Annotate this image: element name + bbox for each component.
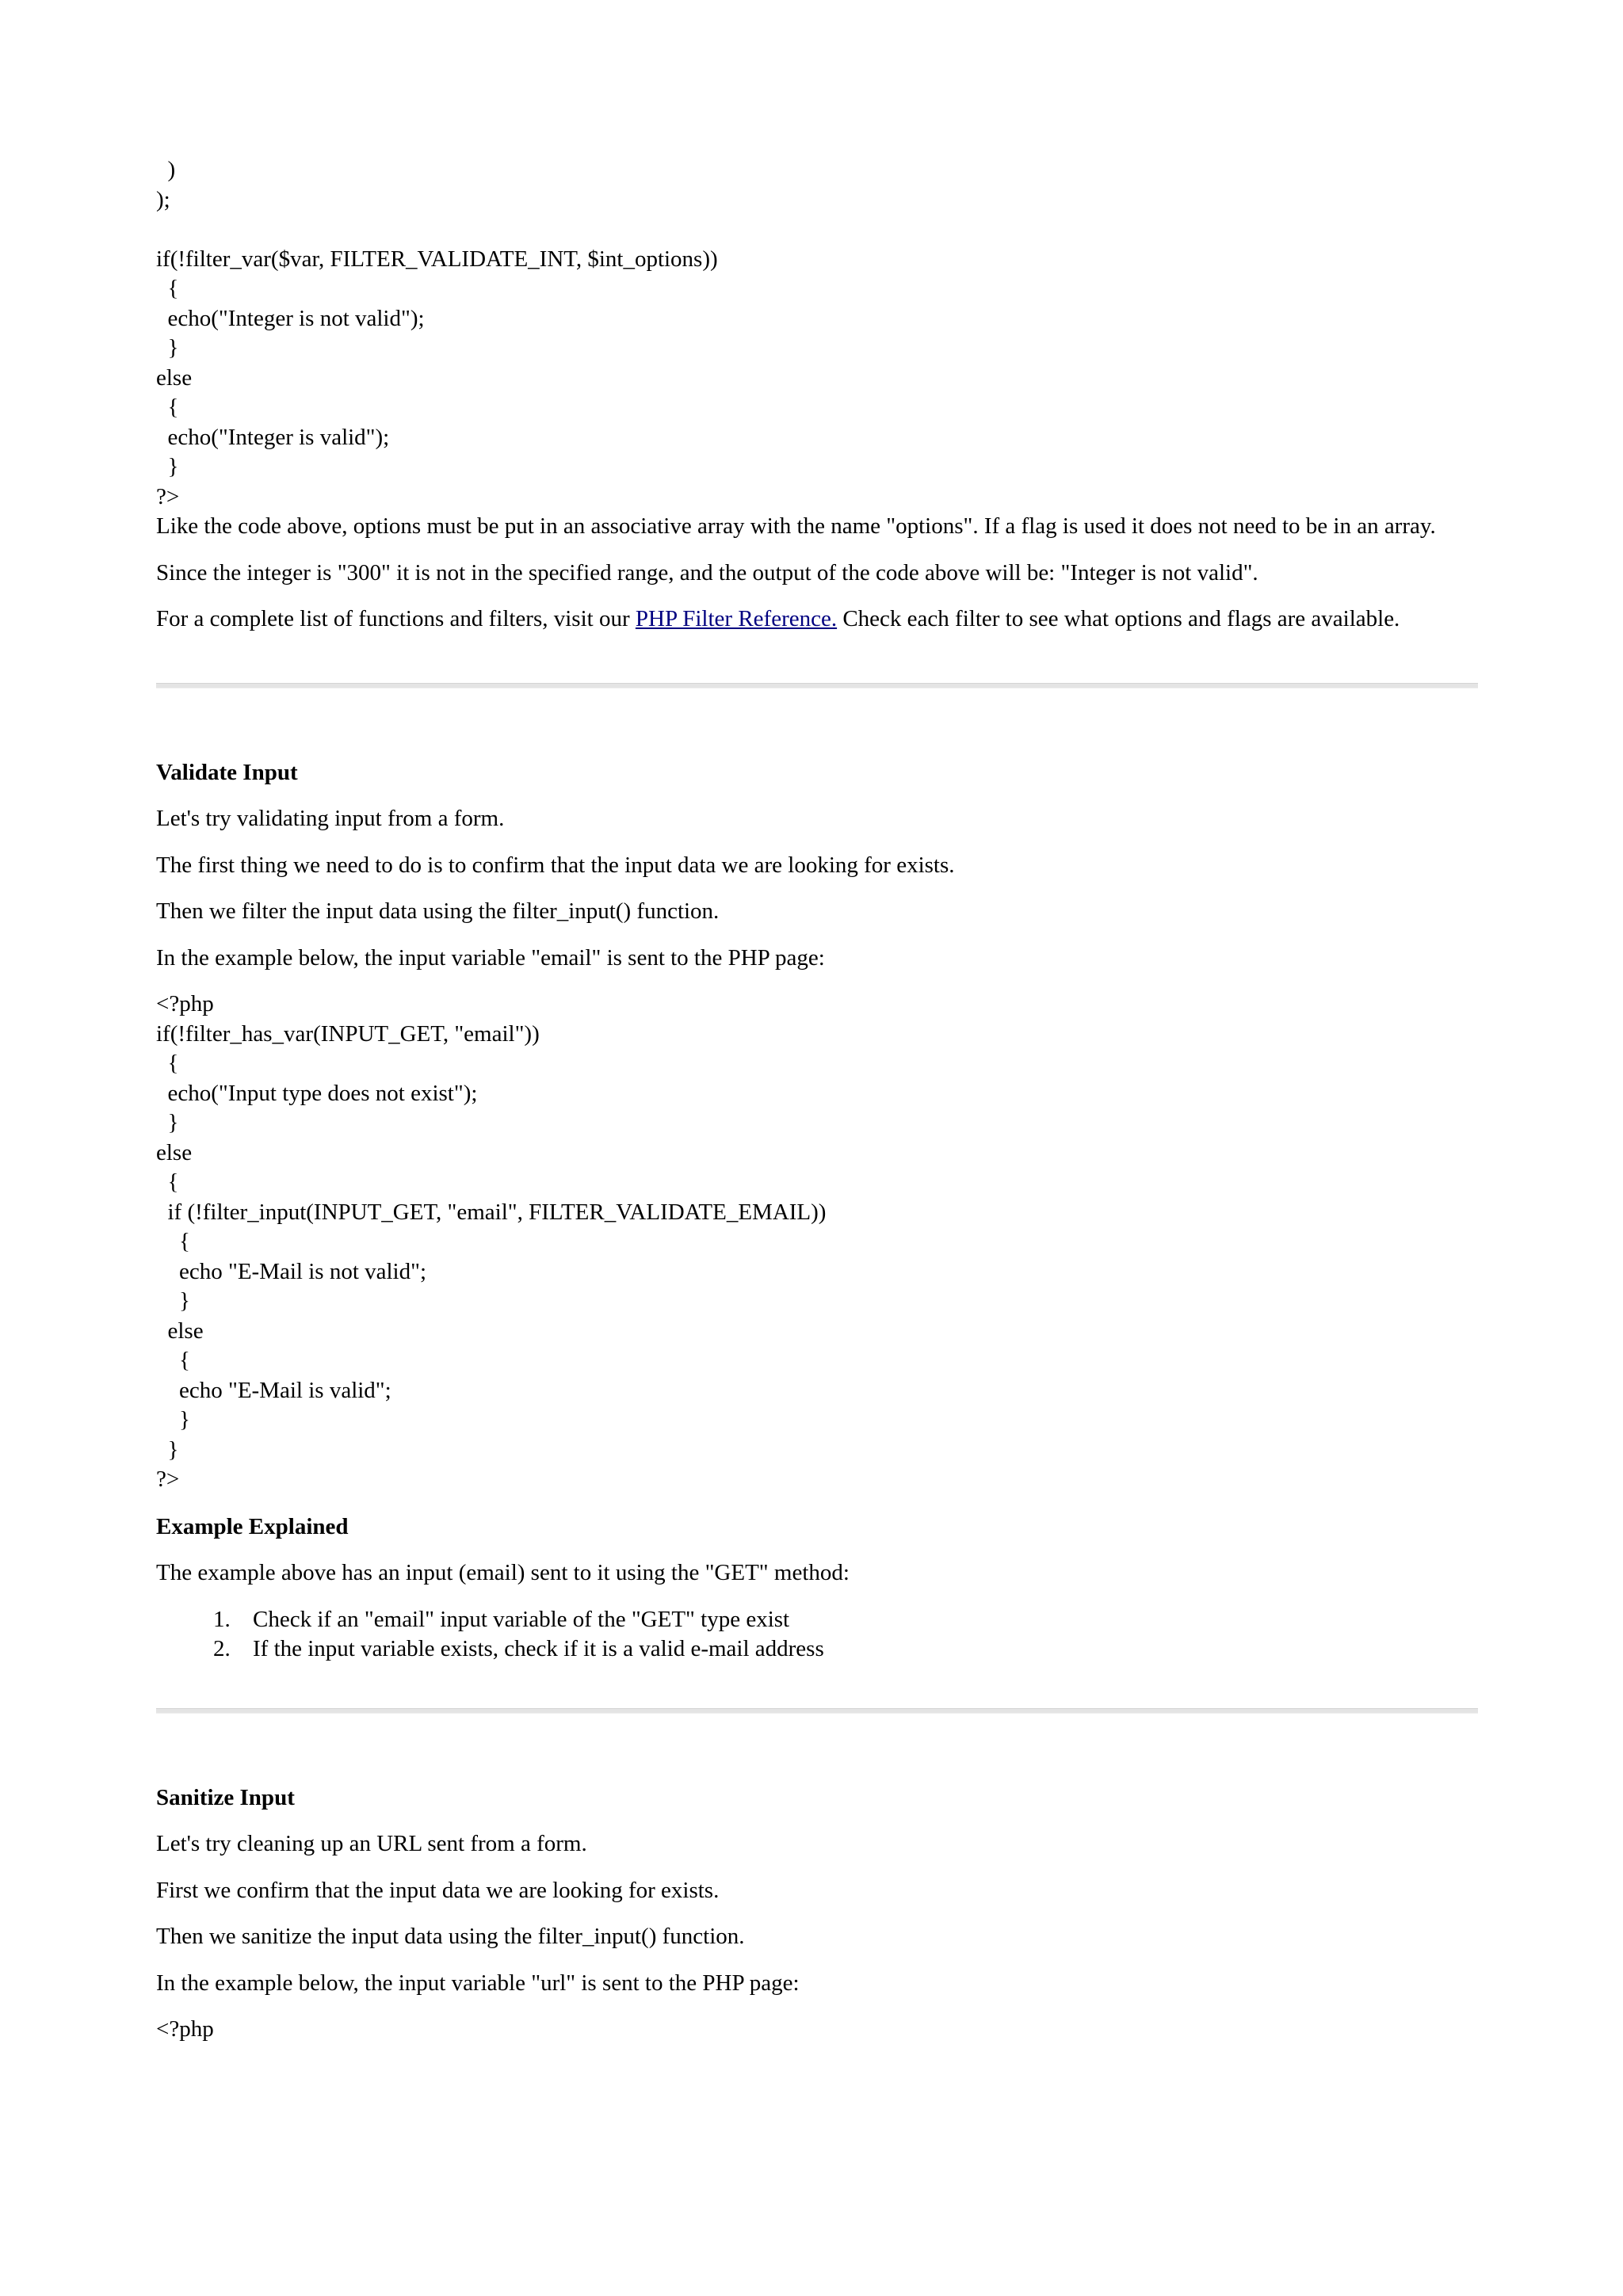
- code-line: ): [156, 157, 176, 182]
- example-explained-heading: Example Explained: [156, 1513, 349, 1539]
- explained-steps-list: [156, 1605, 1478, 1665]
- code-line: echo("Integer is not valid");: [156, 305, 425, 331]
- code-line: }: [156, 1288, 190, 1314]
- code-block-validate-email: [156, 990, 1478, 1495]
- list-item-text: If the input variable exists, check if it is a valid e-mail address: [253, 1636, 824, 1661]
- code-line: );: [156, 186, 170, 212]
- list-item-number: 1.: [213, 1606, 231, 1632]
- code-line: }: [156, 335, 179, 360]
- section-divider: [156, 683, 1478, 688]
- code-line: }: [156, 454, 179, 479]
- code-line: {: [156, 1051, 179, 1076]
- explained-intro-paragraph: The example above has an input (email) sent to it using the "GET" method:: [156, 1560, 850, 1585]
- code-line: {: [156, 1169, 179, 1195]
- code-line: }: [156, 1110, 179, 1135]
- range-note-paragraph: Since the integer is "300" it is not in the specified range, and the output of the code above will be: "Integer is not valid".: [156, 559, 1258, 585]
- code-line: {: [156, 395, 179, 420]
- reference-text-before: For a complete list of functions and filters, visit our: [156, 606, 636, 631]
- code-block-sanitize-url: [156, 2015, 1478, 2045]
- code-line: }: [156, 1436, 179, 1463]
- code-line: {: [156, 1229, 190, 1254]
- code-line: if (!filter_input(INPUT_GET, "email", FILTER_VALIDATE_EMAIL)): [156, 1199, 827, 1225]
- code-line: else: [156, 1139, 193, 1165]
- list-item-number: 2.: [213, 1636, 231, 1661]
- code-line: if(!filter_var($var, FILTER_VALIDATE_INT, $int_options)): [156, 246, 718, 272]
- code-block-int-options: [156, 155, 1478, 512]
- section-divider: [156, 1708, 1478, 1714]
- validate-confirm-paragraph: The first thing we need to do is to confirm that the input data we are looking for exists.: [156, 852, 955, 878]
- code-line: ?>: [156, 1466, 180, 1492]
- code-line: echo("Integer is valid");: [156, 424, 390, 450]
- validate-example-intro: In the example below, the input variable "email" is sent to the PHP page:: [156, 944, 825, 971]
- code-line: else: [156, 364, 193, 391]
- code-line: echo "E-Mail is valid";: [156, 1377, 391, 1403]
- code-line: }: [156, 1407, 190, 1432]
- sanitize-confirm-paragraph: First we confirm that the input data we are looking for exists.: [156, 1877, 720, 1903]
- list-item-text: Check if an "email" input variable of the "GET" type exist: [253, 1606, 790, 1632]
- options-note-paragraph: Like the code above, options must be put in an associative array with the name "options". If a flag is used it does not need to be in an array.: [156, 513, 1436, 539]
- sanitize-example-intro: In the example below, the input variable "url" is sent to the PHP page:: [156, 1970, 800, 1996]
- code-line: ?>: [156, 483, 180, 509]
- code-line: if(!filter_has_var(INPUT_GET, "email")): [156, 1020, 540, 1047]
- list-item: [213, 1634, 1478, 1665]
- code-line: {: [156, 276, 179, 301]
- sanitize-intro-paragraph: Let's try cleaning up an URL sent from a form.: [156, 1831, 587, 1856]
- list-item: [213, 1605, 1478, 1635]
- code-line: <?php: [156, 2016, 214, 2042]
- sanitize-input-heading: Sanitize Input: [156, 1784, 295, 1810]
- code-line: echo("Input type does not exist");: [156, 1080, 478, 1106]
- reference-paragraph: [156, 605, 1478, 635]
- code-line: else: [156, 1318, 204, 1344]
- validate-intro-paragraph: Let's try validating input from a form.: [156, 806, 505, 831]
- code-line: echo "E-Mail is not valid";: [156, 1258, 427, 1284]
- sanitize-filter-paragraph: Then we sanitize the input data using the filter_input() function.: [156, 1924, 745, 1949]
- php-filter-reference-link[interactable]: PHP Filter Reference.: [635, 606, 838, 631]
- code-line: [156, 215, 1478, 245]
- code-line: {: [156, 1348, 190, 1373]
- code-line: <?php: [156, 991, 214, 1016]
- validate-filter-paragraph: Then we filter the input data using the filter_input() function.: [156, 898, 720, 924]
- validate-input-heading: Validate Input: [156, 759, 298, 785]
- document-page: [156, 155, 1478, 2045]
- reference-text-after: Check each filter to see what options and flags are available.: [837, 606, 1400, 631]
